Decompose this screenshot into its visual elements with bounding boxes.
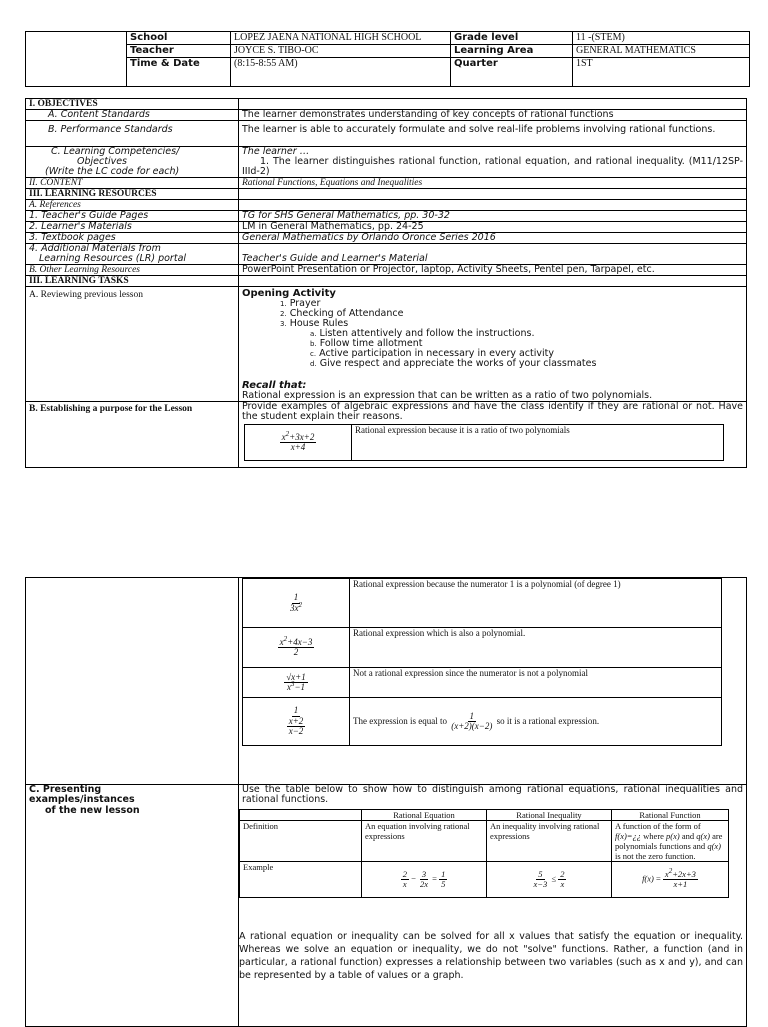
rule-marker: d. <box>310 360 317 368</box>
area-value: GENERAL MATHEMATICS <box>573 45 750 58</box>
grade-value: 11 -(STEM) <box>573 32 750 45</box>
rule-item <box>310 359 743 369</box>
rule-marker: b. <box>310 340 317 348</box>
content-standards-value: The learner demonstrates understanding of key concepts of rational functions <box>239 110 747 121</box>
compare-ex-fn: f(x) = $\frac{x^2+2x+3}{x+1}$ <box>612 861 729 897</box>
rule-marker: a. <box>310 330 317 338</box>
closing-text: A rational equation or inequality can be solved for all x values that satisfy the equation or inequality. Whereas we solve an equation or inequality, we do not "solve" functions. Rather, a function (and in particular, a rational function) expresses a relationship between two variables (such as x and y), and can be represented by a table of values or a graph. <box>239 930 743 981</box>
recall-text: Rational expression is an expression that can be written as a ratio of two polynomials. <box>242 390 653 401</box>
lesson-plan-table-page-2 <box>25 577 747 1027</box>
other-resources-label: B. Other Learning Resources <box>26 265 239 276</box>
example-expression: $\frac{x^2+4x-3}{2}$ <box>243 628 350 668</box>
references-label: A. References <box>26 200 239 211</box>
opening-marker: 3. <box>280 320 287 328</box>
teacher-label: Teacher <box>127 45 231 58</box>
time-label: Time & Date <box>127 58 231 87</box>
rule-text: Give respect and appreciate the works of your classmates <box>319 358 597 369</box>
example-table-1 <box>244 424 724 461</box>
competencies-label-3: (Write the LC code for each) <box>45 166 180 177</box>
fraction: $\frac{x^2+3x+2}{x+4}$ <box>281 429 315 452</box>
additional-label-2: Learning Resources (LR) portal <box>39 253 187 264</box>
rule-text: Follow time allotment <box>319 338 423 349</box>
def-fn-text: A function of the form of <box>615 820 701 831</box>
def-fn-text: is not the zero function. <box>615 850 696 861</box>
lm-label: 2. Learner's Materials <box>26 222 239 233</box>
lm-value: LM in General Mathematics, pp. 24-25 <box>239 222 747 233</box>
additional-label-cell <box>26 244 239 265</box>
opening-marker: 1. <box>280 300 287 308</box>
opening-marker: 2. <box>280 310 287 318</box>
def-fn-qx: q(x) <box>696 830 710 841</box>
additional-value: Teacher's Guide and Learner's Material <box>239 244 747 265</box>
example-description: Rational expression which is also a polynomial. <box>350 628 722 668</box>
header-blank-cell <box>26 32 127 87</box>
example-desc-post: so it is a rational expression. <box>496 715 600 726</box>
example-table-2 <box>242 578 722 746</box>
presenting-label-3: of the new lesson <box>45 804 140 816</box>
recall-title: Recall that: <box>242 380 307 391</box>
def-fn-qx: q(x) <box>707 840 721 851</box>
competencies-label-cell <box>26 147 239 178</box>
tg-label: 1. Teacher's Guide Pages <box>26 211 239 222</box>
textbook-value: General Mathematics by Orlando Oronce Series 2016 <box>239 233 747 244</box>
additional-label-1: 4. Additional Materials from <box>29 243 161 254</box>
school-label: School <box>127 32 231 45</box>
rules-list <box>242 329 743 369</box>
compare-col-ineq: Rational Inequality <box>487 809 612 820</box>
grade-label: Grade level <box>451 32 573 45</box>
opening-title: Opening Activity <box>242 288 336 299</box>
opening-item-text: Checking of Attendance <box>289 308 404 319</box>
rule-marker: c. <box>310 350 317 358</box>
example-desc-frac-den: (x+2)(x−2) <box>451 721 493 731</box>
examples-continued-label <box>26 578 239 785</box>
presenting-content <box>239 784 747 1026</box>
quarter-label: Quarter <box>451 58 573 87</box>
textbook-label: 3. Textbook pages <box>26 233 239 244</box>
def-fn-px: p(x) <box>666 830 680 841</box>
purpose-label: B. Establishing a purpose for the Lesson <box>26 402 239 468</box>
school-value: LOPEZ JAENA NATIONAL HIGH SCHOOL <box>231 32 451 45</box>
quarter-value: 1ST <box>573 58 750 87</box>
opening-item <box>280 309 743 319</box>
content-standards-label: A. Content Standards <box>26 110 239 121</box>
objectives-heading: I. OBJECTIVES <box>26 99 239 110</box>
content-value: Rational Functions, Equations and Inequalities <box>239 178 747 189</box>
example-description: Rational expression because it is a ratio of two polynomials <box>352 425 724 461</box>
example-expression: $\frac{1}{3x^2}$ <box>243 579 350 628</box>
area-label: Learning Area <box>451 45 573 58</box>
presenting-label-1: C. Presenting <box>29 783 102 795</box>
compare-def-fn <box>612 820 729 861</box>
content-label: II. CONTENT <box>26 178 239 189</box>
competencies-item: 1. The learner distinguishes rational function, rational equation, and rational inequality. (M11/12SP-IIId-2) <box>242 156 743 177</box>
compare-def-eq: An equation involving rational expressions <box>362 820 487 861</box>
compare-col-eq: Rational Equation <box>362 809 487 820</box>
objectives-heading-blank <box>239 99 747 110</box>
opening-list <box>242 299 743 329</box>
example-expression <box>245 425 352 461</box>
presenting-label-2: examples/instances <box>29 794 135 806</box>
example-desc-frac-num: 1 <box>469 710 475 721</box>
competencies-value-cell <box>239 147 747 178</box>
example-expression: $\frac{1}{\frac{x+2}{x-2}}$ <box>243 698 350 746</box>
resources-heading: III. LEARNING RESOURCES <box>26 189 239 200</box>
def-fn-text: where <box>643 830 664 841</box>
presenting-label-cell <box>26 784 239 1026</box>
example-desc-pre: The expression is equal to <box>353 715 447 726</box>
competencies-label-1: C. Learning Competencies/ <box>51 146 180 157</box>
resources-heading-blank <box>239 189 747 200</box>
compare-col-fn: Rational Function <box>612 809 729 820</box>
purpose-text: Provide examples of algebraic expressions and have the class identify if they are rational or not. Have the student explain their reasons. <box>242 401 743 422</box>
examples-continued <box>239 578 747 785</box>
review-label: A. Reviewing previous lesson <box>26 287 239 402</box>
tg-value: TG for SHS General Mathematics, pp. 30-32 <box>239 211 747 222</box>
compare-corner <box>240 809 362 820</box>
header-table <box>25 31 750 87</box>
time-value: (8:15-8:55 AM) <box>231 58 451 87</box>
opening-item-text: House Rules <box>289 318 349 329</box>
compare-ex-eq: $\frac{2}{x}$ − $\frac{3}{2x}$ = $\frac{1}{5}$ <box>362 861 487 897</box>
competencies-label-2: Objectives <box>77 156 127 167</box>
tasks-heading: III. LEARNING TASKS <box>26 276 239 287</box>
rule-text: Active participation in necessary in every activity <box>319 348 555 359</box>
compare-def-ineq: An inequality involving rational expressions <box>487 820 612 861</box>
def-fn-text: and <box>681 830 695 841</box>
opening-item-text: Prayer <box>289 298 321 309</box>
comparison-table <box>239 809 729 898</box>
def-fn-fx: f(x)=¿¿ <box>615 830 642 841</box>
compare-row-ex: Example <box>240 861 362 897</box>
teacher-value: JOYCE S. TIBO-OC <box>231 45 451 58</box>
purpose-content <box>239 402 747 468</box>
performance-standards-value: The learner is able to accurately formulate and solve real-life problems involving rational functions. <box>239 121 747 147</box>
performance-standards-label: B. Performance Standards <box>26 121 239 147</box>
compare-row-def: Definition <box>240 820 362 861</box>
rule-text: Listen attentively and follow the instructions. <box>319 328 535 339</box>
def-fn-text: are polynomials functions and <box>615 830 723 851</box>
example-description: Not a rational expression since the numerator is not a polynomial <box>350 668 722 698</box>
references-blank <box>239 200 747 211</box>
example-description: Rational expression because the numerator 1 is a polynomial (of degree 1) <box>350 579 722 628</box>
compare-ex-ineq: $\frac{5}{x-3}$ ≤ $\frac{2}{x}$ <box>487 861 612 897</box>
other-resources-value: PowerPoint Presentation or Projector, laptop, Activity Sheets, Pentel pen, Tarpapel, etc. <box>239 265 747 276</box>
competencies-intro: The learner … <box>242 146 310 157</box>
lesson-plan-table <box>25 98 747 468</box>
example-expression: $\frac{√x+1}{x^3-1}$ <box>243 668 350 698</box>
tasks-heading-blank <box>239 276 747 287</box>
presenting-text: Use the table below to show how to distinguish among rational equations, rational inequalities and rational functions. <box>242 783 743 806</box>
review-content <box>239 287 747 402</box>
example-description <box>350 698 722 746</box>
